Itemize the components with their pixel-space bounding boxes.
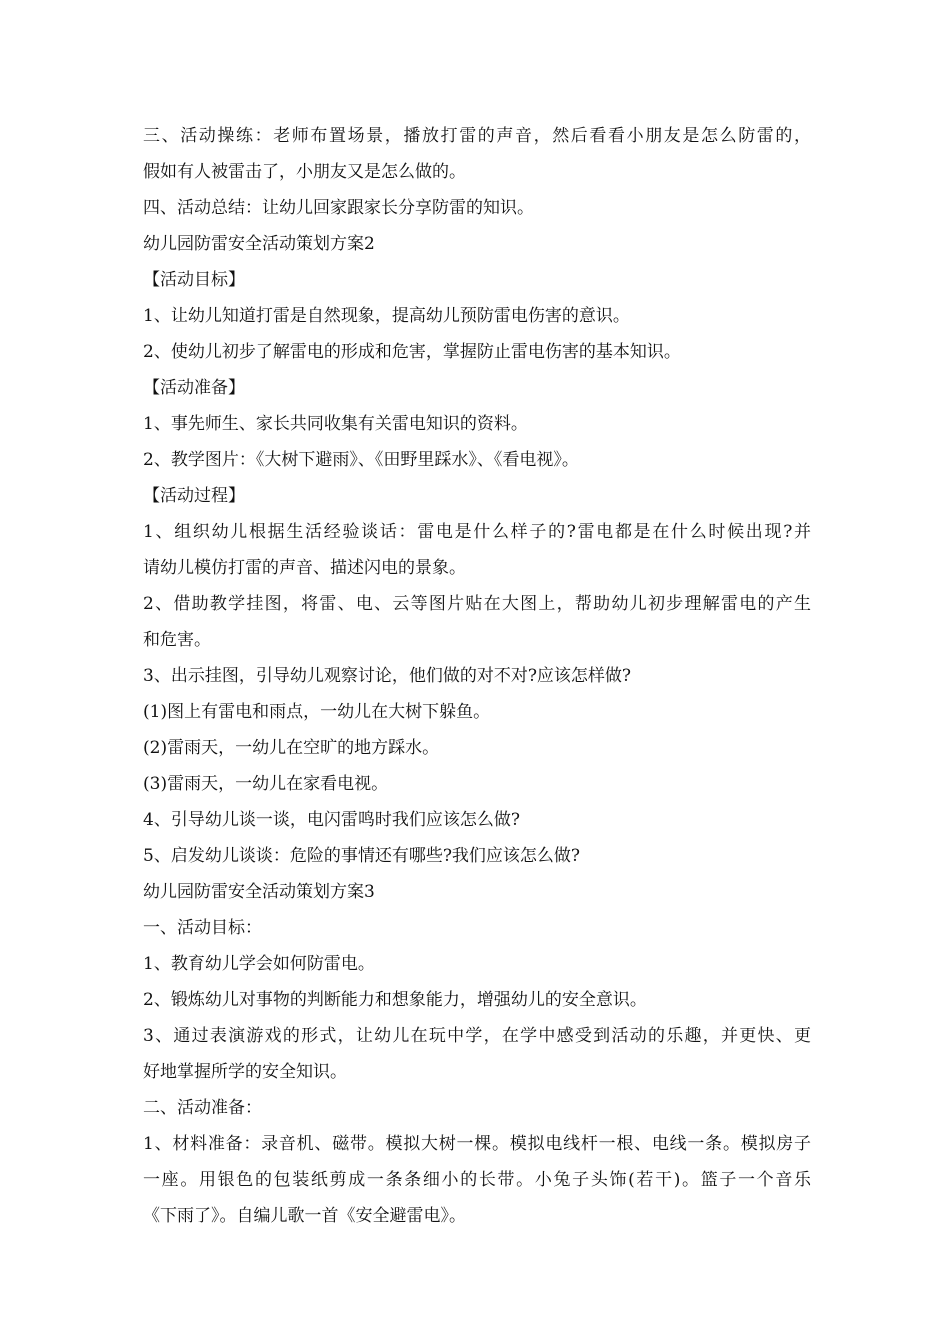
text-line: 1、让幼儿知道打雷是自然现象，提高幼儿预防雷电伤害的意识。 (143, 306, 630, 326)
text-line: 和危害。 (143, 630, 211, 650)
text-line: 1、组织幼儿根据生活经验谈话：雷电是什么样子的?雷电都是在什么时候出现?并 (143, 522, 811, 542)
text-line: (2)雷雨天，一幼儿在空旷的地方踩水。 (143, 738, 440, 758)
text-line: 1、教育幼儿学会如何防雷电。 (143, 954, 375, 974)
text-line: 2、使幼儿初步了解雷电的形成和危害，掌握防止雷电伤害的基本知识。 (143, 342, 681, 362)
subheading: 【活动过程】 (143, 486, 245, 506)
text-line: 一座。用银色的包装纸剪成一条条细小的长带。小兔子头饰(若干)。篮子一个音乐 (143, 1170, 811, 1190)
text-line: 5、启发幼儿谈谈：危险的事情还有哪些?我们应该怎么做? (143, 846, 581, 866)
document-body (143, 118, 811, 1234)
text-line: 假如有人被雷击了，小朋友又是怎么做的。 (143, 162, 466, 182)
subheading: 【活动目标】 (143, 270, 245, 290)
text-line: (3)雷雨天，一幼儿在家看电视。 (143, 774, 389, 794)
text-line: 四、活动总结：让幼儿回家跟家长分享防雷的知识。 (143, 198, 534, 218)
text-line: (1)图上有雷电和雨点，一幼儿在大树下躲鱼。 (143, 702, 491, 722)
section-heading: 幼儿园防雷安全活动策划方案2 (143, 234, 375, 254)
text-line: 1、材料准备：录音机、磁带。模拟大树一棵。模拟电线杆一根、电线一条。模拟房子 (143, 1134, 811, 1154)
text-line: 2、借助教学挂图，将雷、电、云等图片贴在大图上，帮助幼儿初步理解雷电的产生 (143, 594, 811, 614)
subheading: 二、活动准备： (143, 1098, 262, 1118)
section-heading: 幼儿园防雷安全活动策划方案3 (143, 882, 375, 902)
text-line: 4、引导幼儿谈一谈，电闪雷鸣时我们应该怎么做? (143, 810, 520, 830)
text-line: 1、事先师生、家长共同收集有关雷电知识的资料。 (143, 414, 528, 434)
subheading: 【活动准备】 (143, 378, 245, 398)
text-line: 好地掌握所学的安全知识。 (143, 1062, 347, 1082)
text-line: 三、活动操练：老师布置场景，播放打雷的声音，然后看看小朋友是怎么防雷的， (143, 126, 811, 146)
text-line: 2、锻炼幼儿对事物的判断能力和想象能力，增强幼儿的安全意识。 (143, 990, 647, 1010)
text-line: 2、教学图片：《大树下避雨》、《田野里踩水》、《看电视》。 (143, 450, 579, 470)
text-line: 3、出示挂图，引导幼儿观察讨论，他们做的对不对?应该怎样做? (143, 666, 632, 686)
subheading: 一、活动目标： (143, 918, 262, 938)
text-line: 《下雨了》。自编儿歌一首《安全避雷电》。 (143, 1206, 466, 1226)
text-line: 请幼儿模仿打雷的声音、描述闪电的景象。 (143, 558, 466, 578)
text-line: 3、通过表演游戏的形式，让幼儿在玩中学，在学中感受到活动的乐趣，并更快、更 (143, 1026, 811, 1046)
